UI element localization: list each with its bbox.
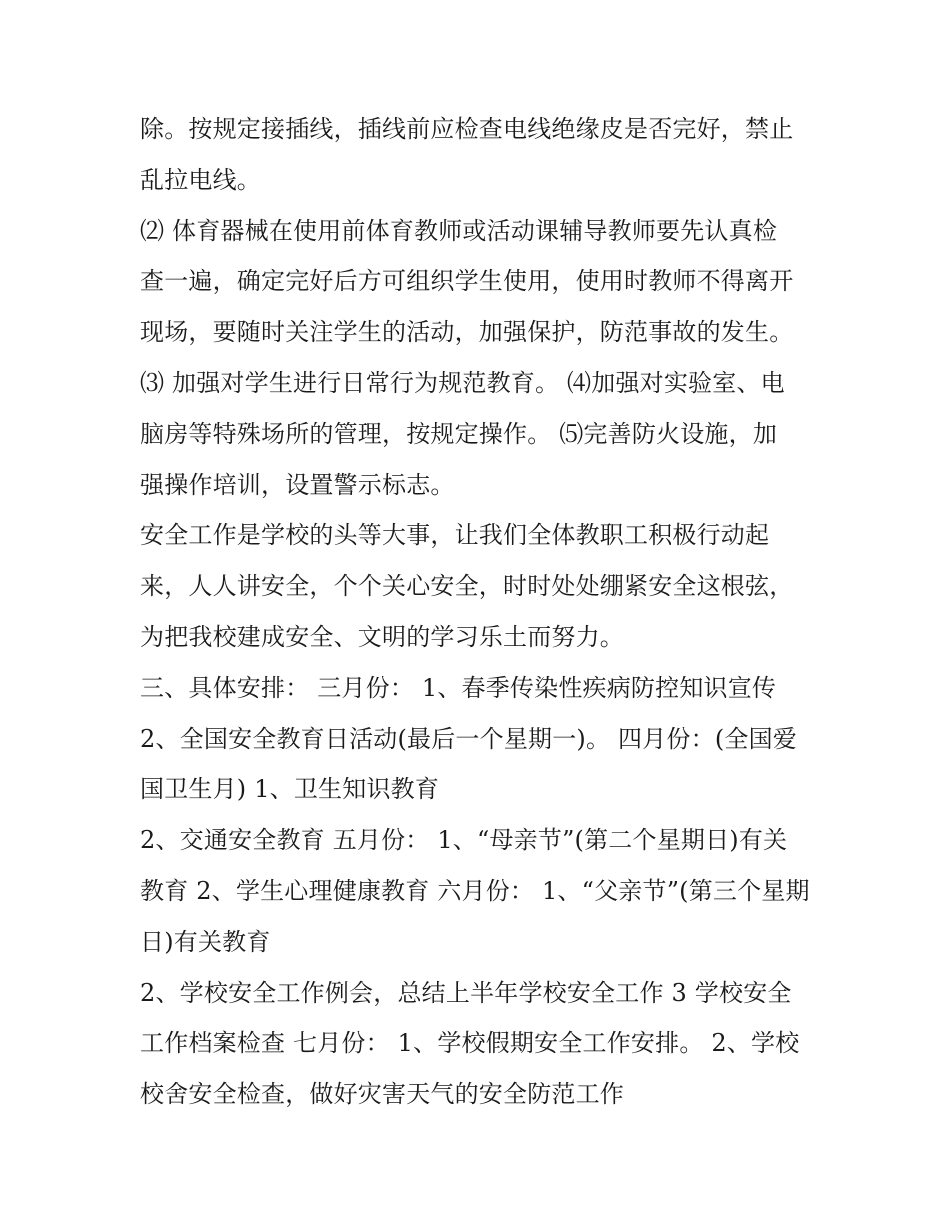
text-line: 除。按规定接插线，插线前应检查电线绝缘皮是否完好，禁止 [140, 115, 794, 143]
text-line: 安全工作是学校的头等大事，让我们全体教职工积极行动起 [140, 521, 770, 550]
text-line: 现场，要随时关注学生的活动，加强保护，防范事故的发生。 [140, 318, 794, 347]
text-line: 国卫生月) 1、卫生知识教育 [140, 775, 440, 804]
text-line: 日)有关教育 [140, 927, 271, 956]
text-line: 三、具体安排： 三月份： 1、春季传染性疾病防控知识宣传 [140, 673, 777, 702]
text-line: ⑶ 加强对学生进行日常行为规范教育。 ⑷加强对实验室、电 [140, 368, 785, 397]
document-body [140, 104, 820, 1120]
text-line: 2、全国安全教育日活动(最后一个星期一)。 四月份：(全国爱 [140, 724, 797, 753]
text-line: 教育 2、学生心理健康教育 六月份： 1、“父亲节”(第三个星期 [140, 876, 810, 905]
text-line: 乱拉电线。 [140, 165, 261, 194]
text-line: 来，人人讲安全，个个关心安全，时时处处绷紧安全这根弦， [140, 572, 794, 601]
text-line: 强操作培训，设置警示标志。 [140, 470, 455, 499]
text-line: 查一遍，确定完好后方可组织学生使用，使用时教师不得离开 [140, 267, 794, 296]
text-line: 脑房等特殊场所的管理，按规定操作。 ⑸完善防火设施，加 [140, 419, 778, 448]
text-line: 2、学校安全工作例会，总结上半年学校安全工作 3 学校安全 [140, 978, 792, 1007]
text-line: 工作档案检查 七月份： 1、学校假期安全工作安排。 2、学校 [140, 1029, 800, 1058]
text-line: 为把我校建成安全、文明的学习乐土而努力。 [140, 622, 624, 651]
text-line: 2、交通安全教育 五月份： 1、“母亲节”(第二个星期日)有关 [140, 826, 788, 855]
text-line: 校舍安全检查，做好灾害天气的安全防范工作 [140, 1080, 624, 1109]
text-line: ⑵ 体育器械在使用前体育教师或活动课辅导教师要先认真检 [140, 216, 778, 245]
